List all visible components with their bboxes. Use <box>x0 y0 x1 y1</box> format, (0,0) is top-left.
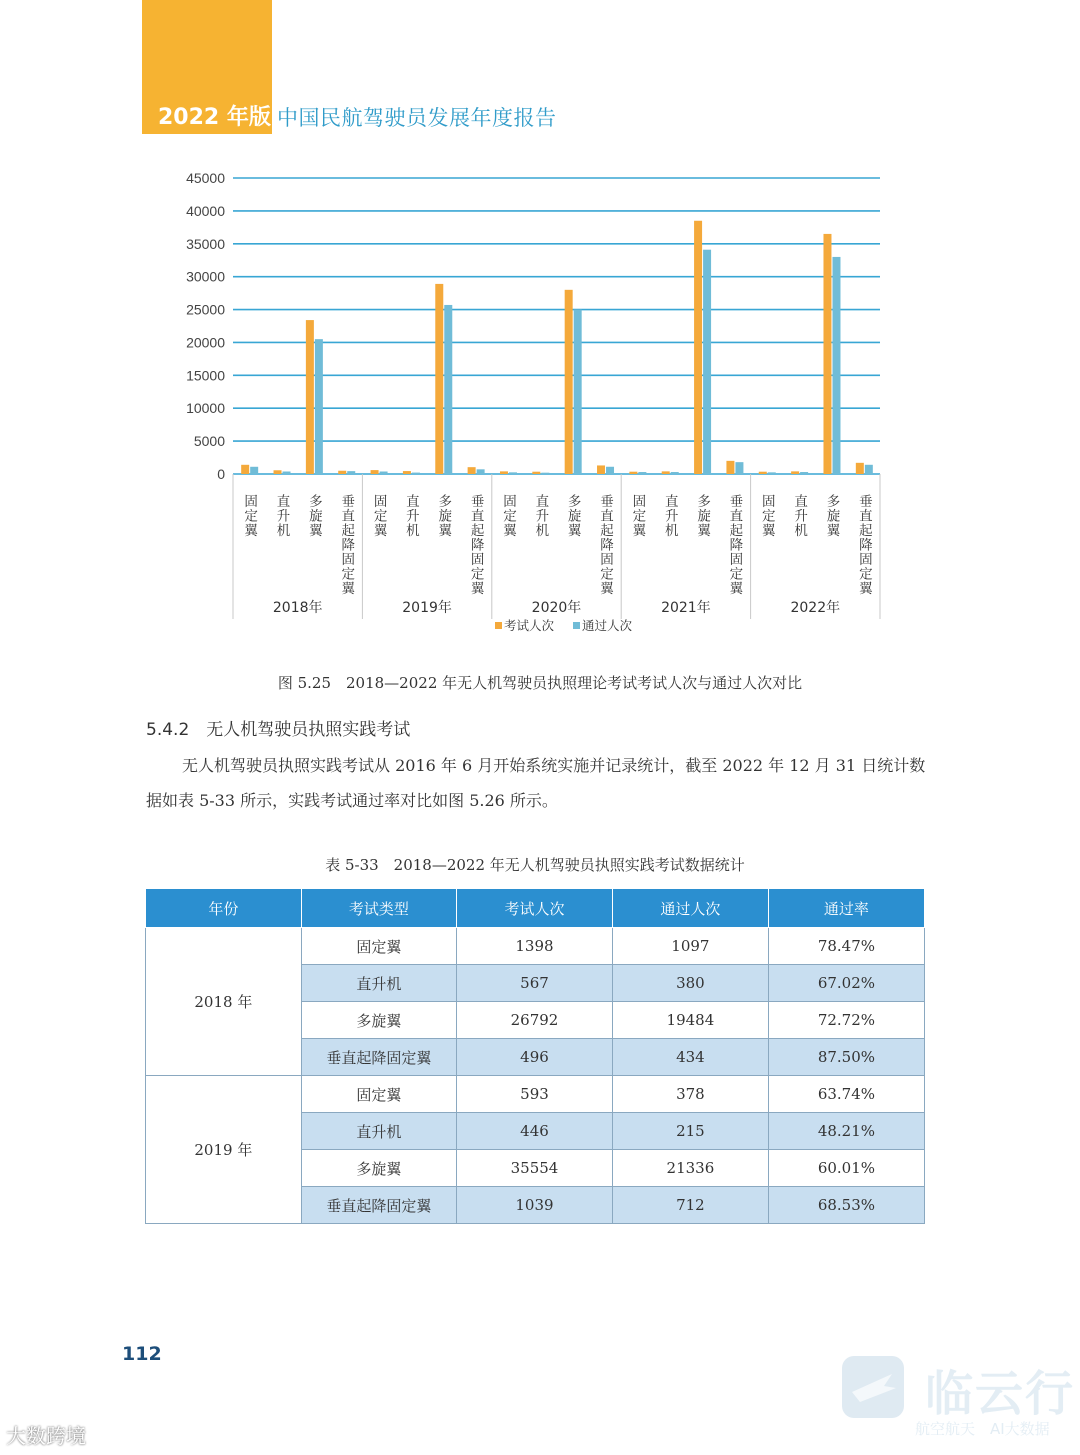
table-row <box>146 1076 925 1113</box>
table-caption: 表 5-33 2018—2022 年无人机驾驶员执照实践考试数据统计 <box>325 856 745 874</box>
exams-cell: 593 <box>457 1076 613 1113</box>
watermark-brand: 临云行 <box>925 1366 1076 1422</box>
col-header-type: 考试类型 <box>301 889 456 928</box>
passed-cell: 215 <box>612 1113 768 1150</box>
x-category-label: 垂直起降固定翼 <box>467 494 484 596</box>
x-category-label: 直升机 <box>791 494 808 538</box>
exams-cell: 1039 <box>457 1187 613 1224</box>
bar <box>306 320 314 474</box>
passed-cell: 21336 <box>612 1150 768 1187</box>
bar <box>597 465 605 474</box>
bar <box>823 234 831 474</box>
bar <box>468 467 476 474</box>
bar <box>629 472 637 474</box>
x-group-label: 2022年 <box>790 600 841 616</box>
bar <box>703 250 711 474</box>
bar <box>541 473 549 474</box>
bar <box>283 472 291 474</box>
rate-cell: 78.47% <box>768 928 924 965</box>
page-number: 112 <box>122 1343 162 1365</box>
x-category-label: 多旋翼 <box>823 494 840 538</box>
bar <box>477 469 485 474</box>
type-cell: 固定翼 <box>301 928 456 965</box>
col-header-rate: 通过率 <box>768 889 924 928</box>
y-tick-label: 10000 <box>186 400 225 417</box>
bar <box>371 470 379 474</box>
y-tick-label: 35000 <box>186 235 225 252</box>
x-category-label: 固定翼 <box>629 494 646 538</box>
bar <box>509 472 517 474</box>
exams-cell: 446 <box>457 1113 613 1150</box>
x-category-label: 垂直起降固定翼 <box>726 494 743 596</box>
x-category-label: 多旋翼 <box>564 494 581 538</box>
bar <box>347 471 355 474</box>
passed-cell: 434 <box>612 1039 768 1076</box>
legend-label: 通过人次 <box>582 618 633 633</box>
exam-data-table <box>145 888 925 1224</box>
y-tick-label: 45000 <box>186 170 225 186</box>
year-cell: 2019 年 <box>146 1076 302 1224</box>
x-category-label: 垂直起降固定翼 <box>597 494 614 596</box>
bar <box>791 471 799 474</box>
bar-chart <box>170 160 890 650</box>
bar <box>274 470 282 474</box>
legend-swatch <box>495 622 502 629</box>
section-title: 5.4.2 无人机驾驶员执照实践考试 <box>146 720 411 740</box>
bar <box>380 472 388 474</box>
y-tick-label: 5000 <box>193 433 225 450</box>
y-tick-label: 20000 <box>186 334 225 351</box>
type-cell: 固定翼 <box>301 1076 456 1113</box>
body-paragraph: 无人机驾驶员执照实践考试从 2016 年 6 月开始系统实施并记录统计，截至 2022 年 12 月 31 日统计数据如表 5-33 所示，实践考试通过率对比如图 5.26 所示。 <box>146 756 926 810</box>
x-group-label: 2020年 <box>531 600 582 616</box>
rate-cell: 60.01% <box>768 1150 924 1187</box>
y-tick-label: 15000 <box>186 367 225 384</box>
type-cell: 垂直起降固定翼 <box>301 1187 456 1224</box>
x-category-label: 固定翼 <box>758 494 775 538</box>
x-category-label: 固定翼 <box>370 494 387 538</box>
bar <box>412 473 420 474</box>
exams-cell: 567 <box>457 965 613 1002</box>
rate-cell: 67.02% <box>768 965 924 1002</box>
bar <box>435 284 443 474</box>
bar <box>768 472 776 474</box>
bar <box>800 472 808 474</box>
col-header-year: 年份 <box>146 889 302 928</box>
legend-swatch <box>573 622 580 629</box>
bar <box>759 472 767 474</box>
bar <box>565 290 573 474</box>
exams-cell: 26792 <box>457 1002 613 1039</box>
rate-cell: 72.72% <box>768 1002 924 1039</box>
report-title: 中国民航驾驶员发展年度报告 <box>277 106 557 130</box>
bar <box>532 472 540 474</box>
bar <box>662 471 670 474</box>
rate-cell: 87.50% <box>768 1039 924 1076</box>
x-category-label: 垂直起降固定翼 <box>338 494 355 596</box>
figure-caption: 图 5.25 2018—2022 年无人机驾驶员执照理论考试考试人次与通过人次对比 <box>277 674 803 692</box>
passed-cell: 712 <box>612 1187 768 1224</box>
x-category-label: 多旋翼 <box>694 494 711 538</box>
bar <box>315 339 323 474</box>
bar <box>865 465 873 474</box>
y-tick-label: 40000 <box>186 202 225 219</box>
legend-label: 考试人次 <box>504 618 555 633</box>
x-category-label: 固定翼 <box>499 494 516 538</box>
bar <box>444 305 452 474</box>
passed-cell: 19484 <box>612 1002 768 1039</box>
passed-cell: 1097 <box>612 928 768 965</box>
exams-cell: 35554 <box>457 1150 613 1187</box>
x-group-label: 2019年 <box>402 600 452 616</box>
x-category-label: 固定翼 <box>241 494 258 538</box>
x-category-label: 直升机 <box>273 494 290 538</box>
x-category-label: 直升机 <box>661 494 678 538</box>
x-category-label: 多旋翼 <box>435 494 452 538</box>
exams-cell: 1398 <box>457 928 613 965</box>
bar <box>606 467 614 474</box>
rate-cell: 63.74% <box>768 1076 924 1113</box>
table-row <box>146 928 925 965</box>
bar <box>856 463 864 474</box>
bar <box>574 310 582 474</box>
x-category-label: 垂直起降固定翼 <box>855 494 872 596</box>
edition-label: 2022 年版 <box>158 105 271 130</box>
bar <box>735 462 743 474</box>
type-cell: 多旋翼 <box>301 1002 456 1039</box>
type-cell: 垂直起降固定翼 <box>301 1039 456 1076</box>
x-group-label: 2021年 <box>661 600 711 616</box>
y-tick-label: 0 <box>217 466 225 482</box>
type-cell: 多旋翼 <box>301 1150 456 1187</box>
exams-cell: 496 <box>457 1039 613 1076</box>
y-tick-label: 30000 <box>186 268 225 285</box>
x-group-label: 2018年 <box>272 600 323 616</box>
bar <box>403 471 411 474</box>
type-cell: 直升机 <box>301 965 456 1002</box>
type-cell: 直升机 <box>301 1113 456 1150</box>
bar <box>671 472 679 474</box>
bar <box>694 221 702 474</box>
bar <box>500 471 508 474</box>
watermark-left: 大数跨境 <box>6 1424 86 1448</box>
year-cell: 2018 年 <box>146 928 302 1076</box>
rate-cell: 48.21% <box>768 1113 924 1150</box>
table-header-row <box>146 889 925 928</box>
y-tick-label: 25000 <box>186 301 225 318</box>
passed-cell: 380 <box>612 965 768 1002</box>
x-category-label: 多旋翼 <box>305 494 322 538</box>
bar <box>832 257 840 474</box>
watermark-subtitle: 航空航天 AI大数据 <box>915 1420 1050 1438</box>
col-header-passed: 通过人次 <box>612 889 768 928</box>
rate-cell: 68.53% <box>768 1187 924 1224</box>
bar <box>241 465 249 474</box>
bar <box>638 472 646 474</box>
bar <box>250 467 258 474</box>
x-category-label: 直升机 <box>532 494 549 538</box>
x-category-label: 直升机 <box>402 494 419 538</box>
col-header-exams: 考试人次 <box>457 889 613 928</box>
bar <box>338 471 346 474</box>
passed-cell: 378 <box>612 1076 768 1113</box>
bar <box>726 461 734 474</box>
